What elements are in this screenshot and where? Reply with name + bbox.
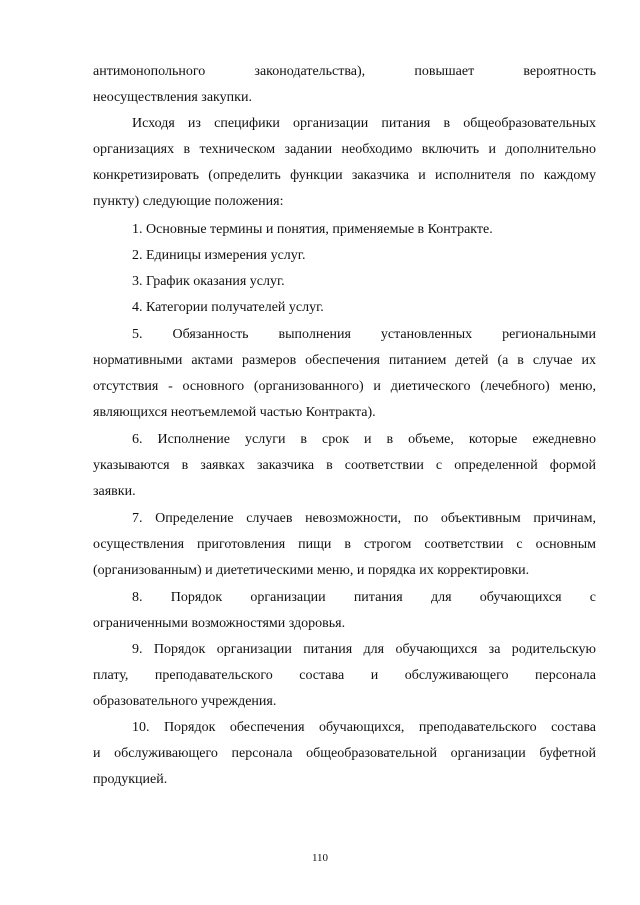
list-item: 5. Обязанность выполнения установленных региональными — [132, 327, 596, 342]
page-number: 110 — [311, 852, 329, 864]
text-line: и обслуживающего персонала общеобразовательной организации буфетной — [93, 746, 596, 761]
list-item: 4. Категории получателей услуг. — [132, 300, 324, 315]
list-item: 10. Порядок обеспечения обучающихся, преподавательского состава — [132, 720, 596, 735]
text-line: неосуществления закупки. — [93, 90, 252, 105]
list-item: 7. Определение случаев невозможности, по объективным причинам, — [132, 511, 596, 526]
text-line: отсутствия - основного (организованного) и диетического (лечебного) меню, — [93, 379, 596, 394]
text-line: конкретизировать (определить функции заказчика и исполнителя по каждому — [93, 168, 596, 183]
list-item: 9. Порядок организации питания для обучающихся за родительскую — [132, 642, 596, 657]
list-item: 1. Основные термины и понятия, применяемые в Контракте. — [132, 222, 493, 237]
text-line: (организованным) и диететическими меню, и порядка их корректировки. — [93, 563, 530, 578]
text-line: организациях в техническом задании необходимо включить и дополнительно — [93, 142, 596, 157]
list-item: 2. Единицы измерения услуг. — [132, 248, 306, 263]
text-line: пункту) следующие положения: — [93, 194, 284, 209]
list-item: 3. График оказания услуг. — [132, 274, 285, 289]
text-line: образовательного учреждения. — [93, 694, 277, 709]
text-line: заявки. — [93, 484, 136, 499]
text-line: осуществления приготовления пищи в строгом соответствии с основным — [93, 537, 596, 552]
text-line: антимонопольного законодательства), повышает вероятность — [93, 64, 596, 79]
text-line: являющихся неотъемлемой частью Контракта). — [93, 405, 376, 420]
text-line: Исходя из специфики организации питания в общеобразовательных — [132, 116, 596, 131]
text-line: ограниченными возможностями здоровья. — [93, 616, 346, 631]
text-line: продукцией. — [93, 772, 168, 787]
text-line: плату, преподавательского состава и обслуживающего персонала — [93, 668, 596, 683]
list-item: 8. Порядок организации питания для обучающихся с — [132, 590, 596, 605]
text-line: нормативными актами размеров обеспечения питанием детей (а в случае их — [93, 353, 596, 368]
list-item: 6. Исполнение услуги в срок и в объеме, которые ежедневно — [132, 432, 596, 447]
text-line: указываются в заявках заказчика в соответствии с определенной формой — [93, 458, 596, 473]
